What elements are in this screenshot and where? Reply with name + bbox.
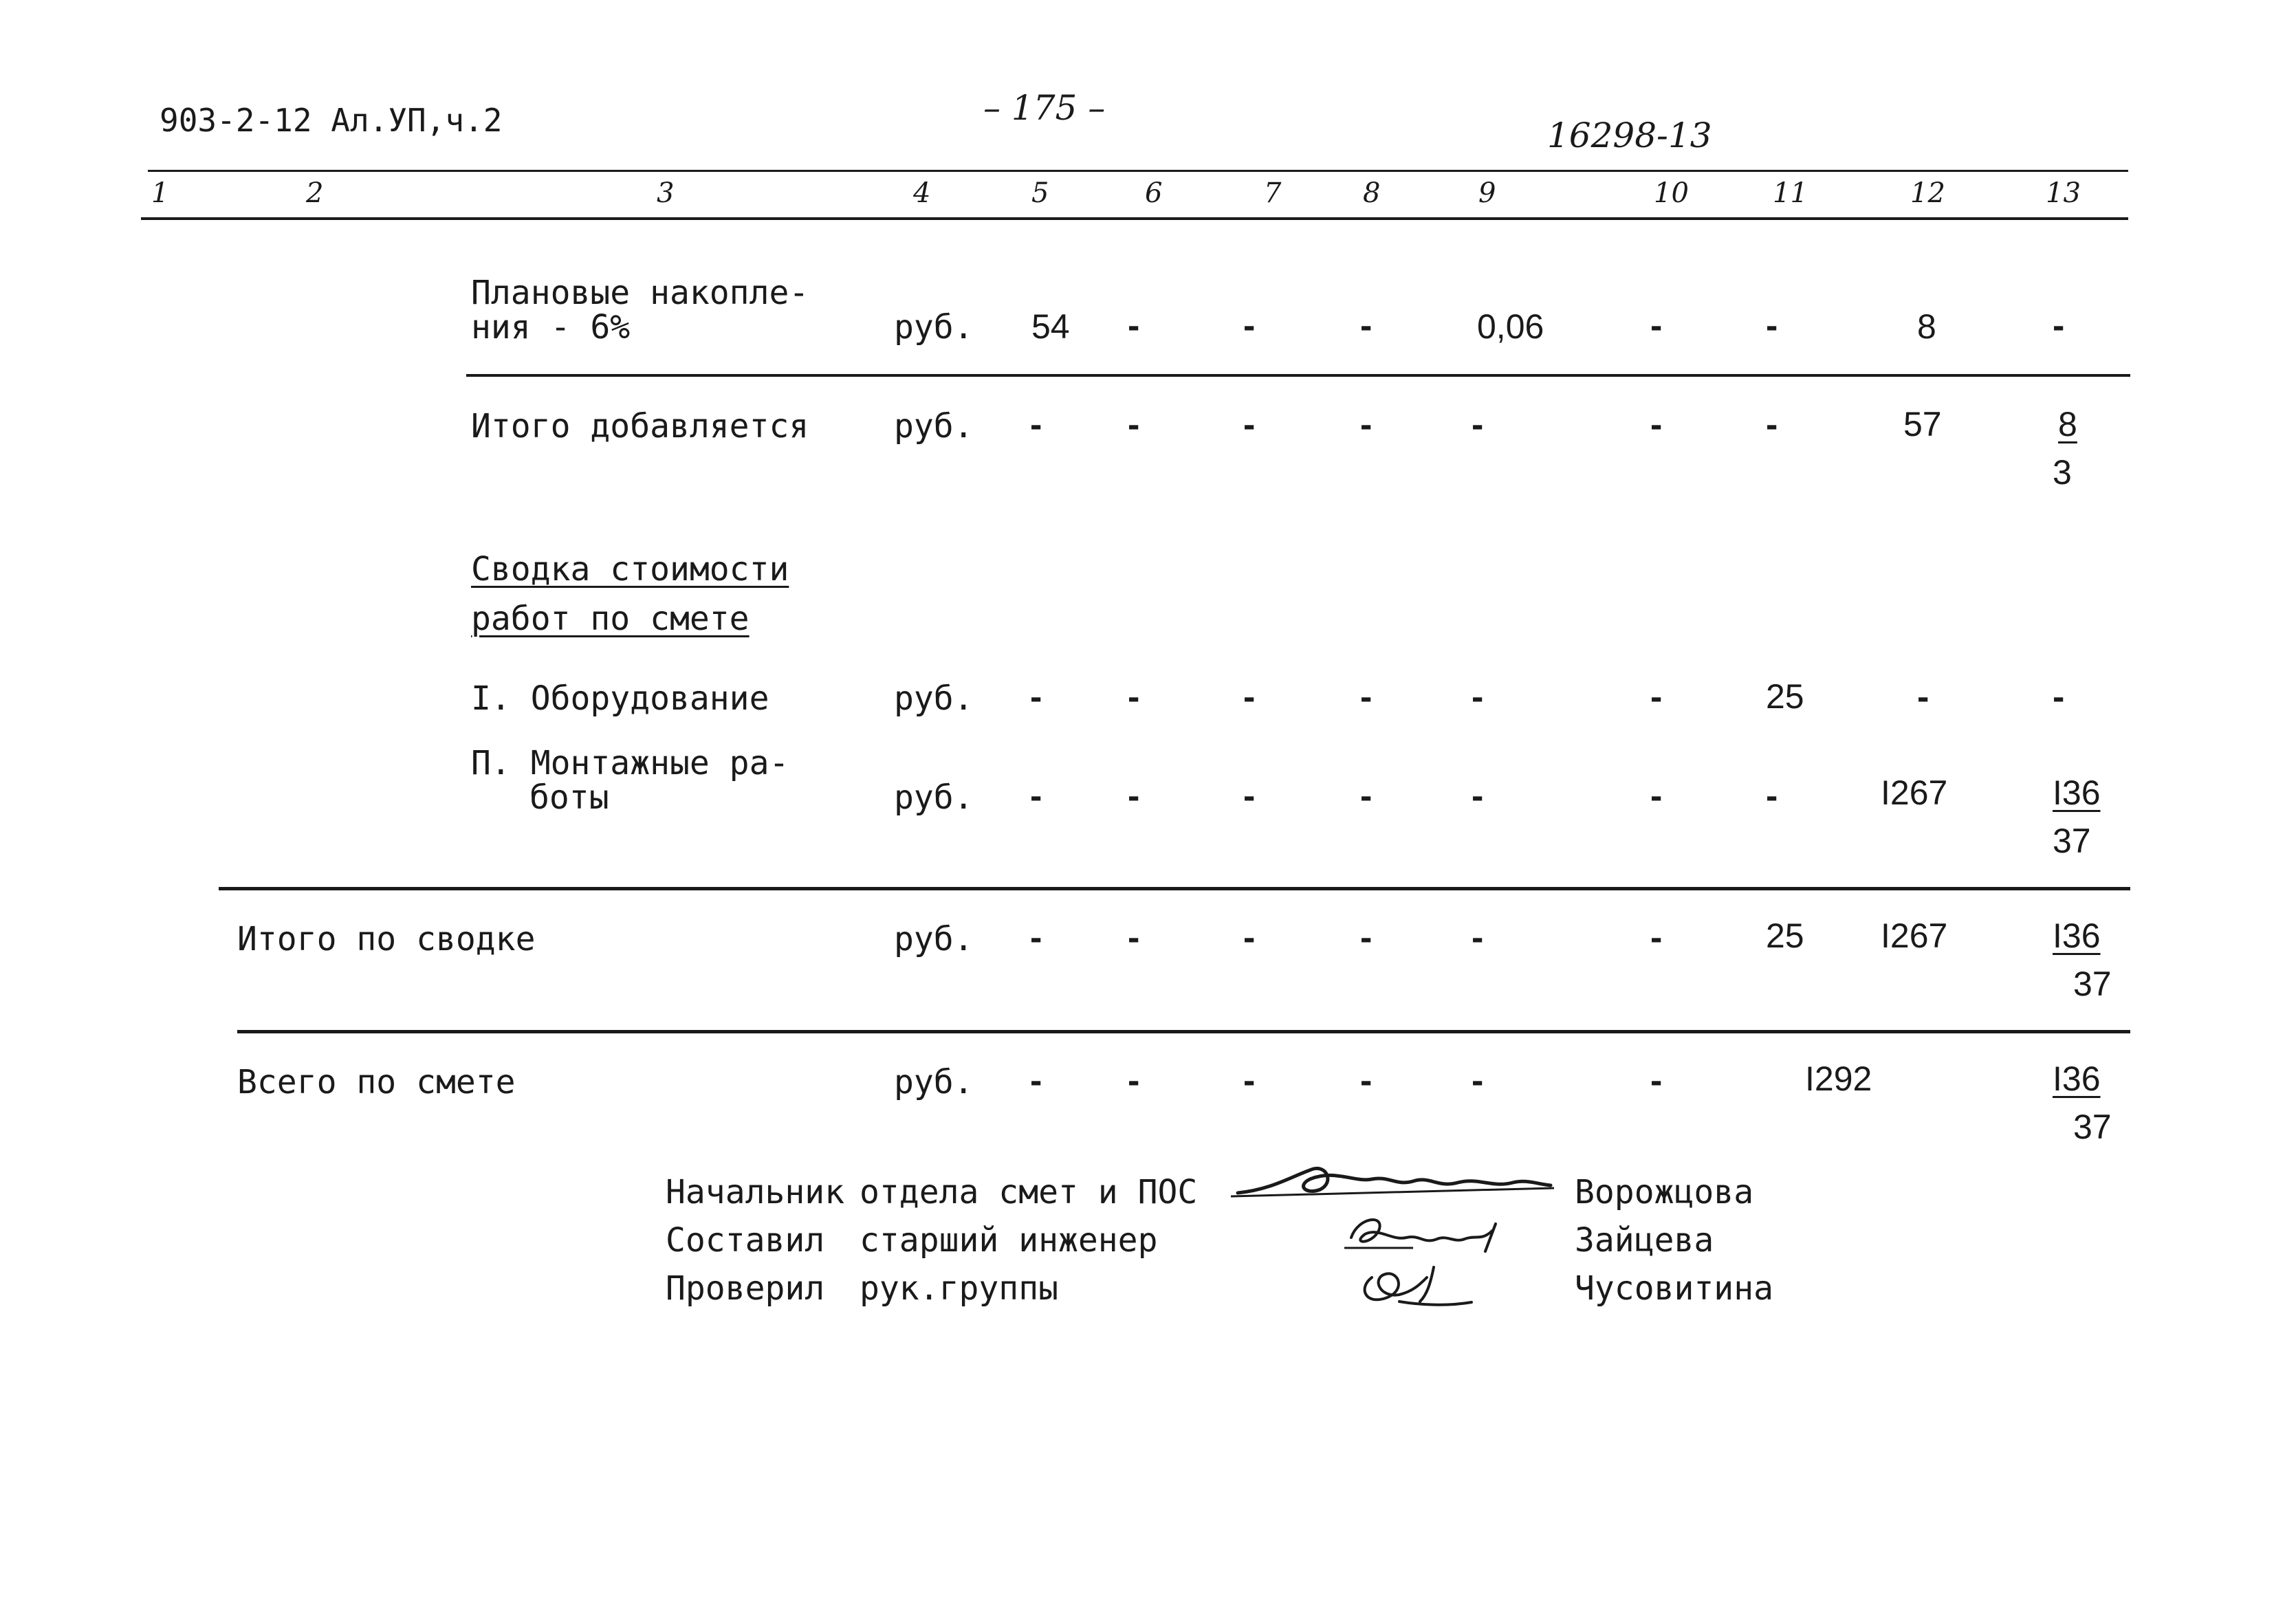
added-total-col10: - <box>1650 405 1663 445</box>
grand-total-col13-bottom: 37 <box>2073 1108 2112 1146</box>
installation-col7: - <box>1243 776 1256 816</box>
grand-total-col6: - <box>1128 1061 1140 1101</box>
added-total-col7: - <box>1243 405 1256 445</box>
header-bottom-rule <box>141 217 2128 220</box>
signature-2-position: старший инженер <box>860 1221 1158 1260</box>
added-total-col9: - <box>1472 405 1484 445</box>
column-number-11: 11 <box>1773 177 1808 209</box>
signature-3-position: рук.группы <box>860 1269 1058 1308</box>
column-number-3: 3 <box>657 177 675 209</box>
summary-total-col10: - <box>1650 918 1663 958</box>
summary-heading-line2: работ по смете <box>471 600 750 638</box>
column-number-6: 6 <box>1145 177 1163 209</box>
installation-unit: руб. <box>894 778 974 817</box>
planned-savings-label-line1: Плановые накопле- <box>471 274 809 312</box>
planned-savings-col11: - <box>1766 306 1778 346</box>
summary-total-col5: - <box>1030 918 1042 958</box>
summary-total-col8: - <box>1360 918 1373 958</box>
planned-savings-col8: - <box>1360 306 1373 346</box>
column-number-7: 7 <box>1264 177 1282 209</box>
column-number-9: 9 <box>1478 177 1496 209</box>
added-total-col11: - <box>1766 405 1778 445</box>
equipment-label: I. Оборудование <box>471 679 769 718</box>
summary-total-col12: I267 <box>1881 917 1948 955</box>
planned-savings-col10: - <box>1650 306 1663 346</box>
planned-savings-label-line2: ния - 6% <box>471 308 631 347</box>
summary-total-col13-top: I36 <box>2053 917 2101 955</box>
column-number-4: 4 <box>913 177 931 209</box>
installation-col13-top: I36 <box>2053 773 2101 812</box>
grand-total-col10: - <box>1650 1061 1663 1101</box>
grand-total-col8: - <box>1360 1061 1373 1101</box>
summary-total-col6: - <box>1128 918 1140 958</box>
page-number: – 175 – <box>983 88 1106 128</box>
column-number-8: 8 <box>1363 177 1381 209</box>
summary-total-col7: - <box>1243 918 1256 958</box>
grand-total-col13-top: I36 <box>2053 1060 2101 1098</box>
grand-total-col11-12: I292 <box>1805 1060 1872 1098</box>
column-number-12: 12 <box>1910 177 1945 209</box>
header-top-rule <box>148 170 2128 172</box>
summary-total-col13-bottom: 37 <box>2073 965 2112 1003</box>
document-code: 903-2-12 Ал.УП,ч.2 <box>160 102 503 139</box>
added-total-col8: - <box>1360 405 1373 445</box>
planned-savings-col5: 54 <box>1031 307 1070 346</box>
equipment-col6: - <box>1128 677 1140 717</box>
added-total-col5: - <box>1030 405 1042 445</box>
summary-total-col11: 25 <box>1766 917 1804 955</box>
signature-1-position: отдела смет и ПОС <box>860 1173 1198 1211</box>
installation-label-line2: боты <box>529 778 609 817</box>
grand-total-col5: - <box>1030 1061 1042 1101</box>
summary-heading-line1: Сводка стоимости <box>471 550 789 589</box>
grand-total-rule <box>237 1030 2130 1033</box>
equipment-unit: руб. <box>894 679 974 718</box>
column-number-2: 2 <box>306 177 324 209</box>
installation-col12: I267 <box>1881 773 1948 812</box>
column-number-13: 13 <box>2046 177 2081 209</box>
summary-total-unit: руб. <box>894 920 974 958</box>
summary-rule <box>219 887 2130 890</box>
added-total-col13-top: 8 <box>2058 405 2077 443</box>
grand-total-label: Всего по смете <box>237 1063 516 1101</box>
planned-savings-col9: 0,06 <box>1477 307 1544 346</box>
installation-label-line1: П. Монтажные ра- <box>471 744 789 782</box>
signature-1-handwriting <box>1231 1155 1554 1210</box>
grand-total-col9: - <box>1472 1061 1484 1101</box>
equipment-col11: 25 <box>1766 677 1804 716</box>
installation-col8: - <box>1360 776 1373 816</box>
installation-col6: - <box>1128 776 1140 816</box>
summary-total-label: Итого по сводке <box>237 920 536 958</box>
equipment-col9: - <box>1472 677 1484 717</box>
installation-col11: - <box>1766 776 1778 816</box>
planned-savings-col6: - <box>1128 306 1140 346</box>
equipment-col7: - <box>1243 677 1256 717</box>
signature-1-name: Ворожцова <box>1575 1173 1754 1211</box>
planned-savings-rule <box>466 374 2130 377</box>
installation-col9: - <box>1472 776 1484 816</box>
planned-savings-unit: руб. <box>894 308 974 347</box>
summary-total-col9: - <box>1472 918 1484 958</box>
added-total-unit: руб. <box>894 407 974 446</box>
added-total-col6: - <box>1128 405 1140 445</box>
added-total-col12: 57 <box>1903 405 1942 443</box>
grand-total-unit: руб. <box>894 1063 974 1101</box>
planned-savings-col7: - <box>1243 306 1256 346</box>
equipment-col8: - <box>1360 677 1373 717</box>
inventory-number: 16298-13 <box>1547 116 1712 155</box>
grand-total-col7: - <box>1243 1061 1256 1101</box>
planned-savings-col13: - <box>2053 306 2065 346</box>
added-total-col13-bottom: 3 <box>2053 453 2072 492</box>
installation-col5: - <box>1030 776 1042 816</box>
equipment-col13: - <box>2053 677 2065 717</box>
column-number-1: 1 <box>151 177 169 209</box>
column-number-5: 5 <box>1031 177 1049 209</box>
planned-savings-col12: 8 <box>1917 307 1936 346</box>
equipment-col5: - <box>1030 677 1042 717</box>
signature-3-name: Чусовитина <box>1575 1269 1773 1308</box>
installation-col13-bottom: 37 <box>2053 822 2091 860</box>
signature-2-handwriting <box>1337 1210 1516 1258</box>
column-number-10: 10 <box>1654 177 1689 209</box>
equipment-col12: - <box>1917 677 1929 717</box>
signature-3-role: Проверил <box>666 1269 825 1308</box>
signature-2-name: Зайцева <box>1575 1221 1714 1260</box>
equipment-col10: - <box>1650 677 1663 717</box>
signature-3-handwriting <box>1351 1257 1489 1312</box>
signature-1-role: Начальник <box>666 1173 845 1211</box>
added-total-label: Итого добавляется <box>471 407 809 446</box>
signature-2-role: Составил <box>666 1221 825 1260</box>
installation-col10: - <box>1650 776 1663 816</box>
